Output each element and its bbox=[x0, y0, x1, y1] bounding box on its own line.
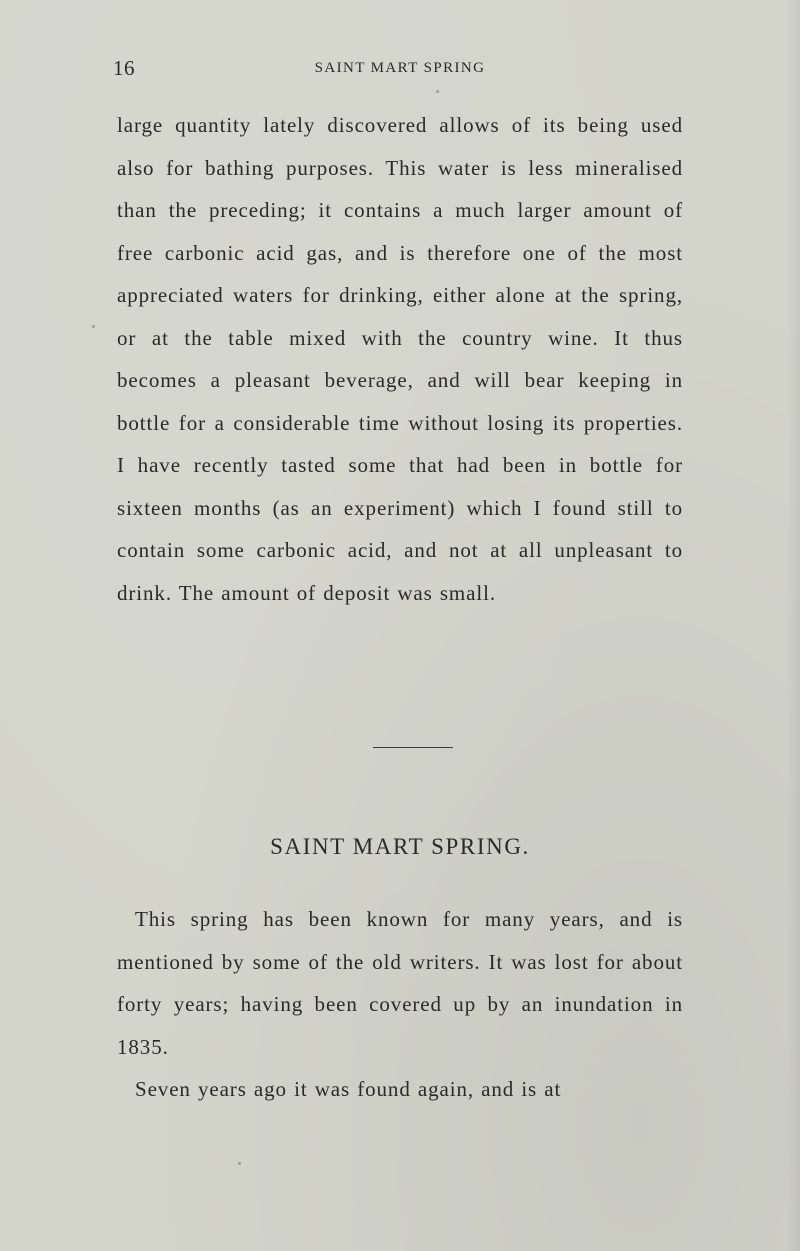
section-heading: SAINT MART SPRING. bbox=[270, 834, 530, 859]
paper-speck bbox=[92, 325, 95, 328]
page-header bbox=[113, 56, 687, 86]
page-edge-shadow bbox=[786, 0, 800, 1251]
paragraph: large quantity lately discovered allows of its being used also for bathing purposes. This water is less mineralised than the preceding; it contains a much larger amount of free carbonic acid gas, and is therefore one of the most appreciated waters for drinking, either alone at the spring, or at the table mixed with the country wine. It thus becomes a pleasant beverage, and will bear keeping in bottle for a considerable time without losing its properties. I have recently tasted some that had been in bottle for sixteen months (as an experiment) which I found still to contain some carbonic acid, and not at all unpleasant to drink. The amount of deposit was small. bbox=[117, 113, 683, 605]
section-divider bbox=[373, 747, 453, 748]
text-block-lower bbox=[117, 898, 683, 1111]
page-number: 16 bbox=[113, 56, 135, 80]
paper-speck bbox=[238, 1162, 241, 1165]
paragraph: This spring has been known for many years, and is mentioned by some of the old writers. It was lost for about forty years; having been covered up by an inundation in 1835. bbox=[117, 907, 683, 1059]
running-head: SAINT MART SPRING bbox=[314, 60, 486, 76]
paragraph: Seven years ago it was found again, and is at bbox=[135, 1077, 562, 1101]
text-block-upper bbox=[117, 104, 683, 614]
paper-speck bbox=[436, 90, 439, 93]
